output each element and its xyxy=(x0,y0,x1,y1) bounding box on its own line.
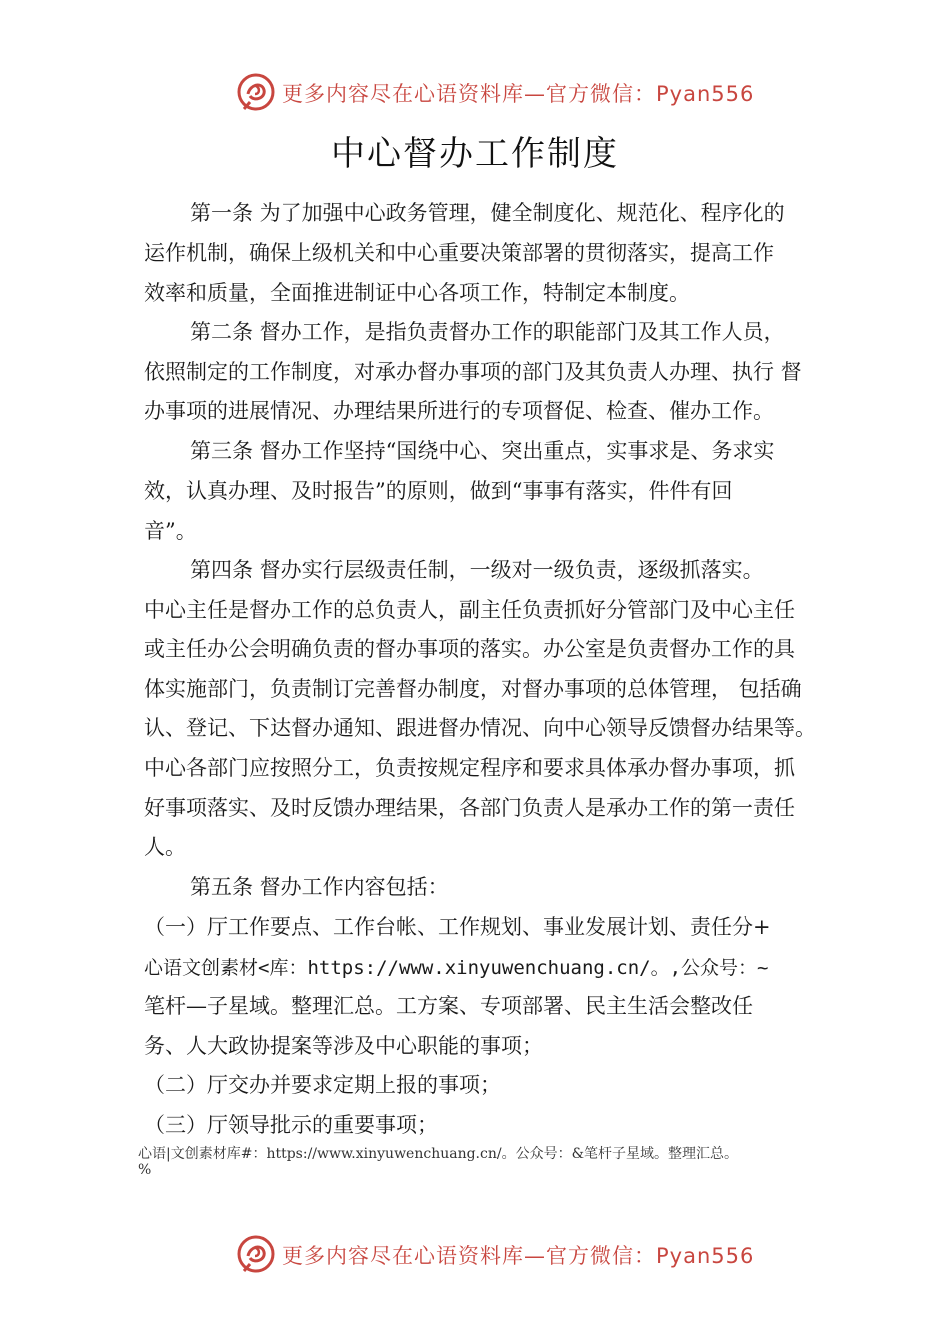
text-line: 音”。 xyxy=(144,519,197,543)
banner-text: 更多内容尽在心语资料库—官方微信：Pyan556 xyxy=(282,82,755,106)
text-line: 人。 xyxy=(144,835,186,859)
text-line: 办事项的进展情况、办理结果所进行的专项督促、检查、催办工作。 xyxy=(144,399,774,423)
text-line: 第三条 督办工作坚持“国绕中心、突出重点，实事求是、务求实 xyxy=(190,439,775,463)
text-line: 依照制定的工作制度，对承办督办事项的部门及其负责人办理、执行 督 xyxy=(144,360,802,384)
text-line: 第一条 为了加强中心政务管理，健全制度化、规范化、程序化的 xyxy=(190,201,785,225)
text-line: （一）厅工作要点、工作台帐、工作规划、事业发展计划、责任分+ xyxy=(144,915,771,939)
rose-logo-icon xyxy=(236,1234,276,1274)
footer-banner xyxy=(0,1232,950,1276)
text-line: 第五条 督办工作内容包括： xyxy=(190,875,449,899)
text-line: 运作机制，确保上级机关和中心重要决策部署的贯彻落实，提高工作 xyxy=(144,241,774,265)
text-line: 务、人大政协提案等涉及中心职能的事项； xyxy=(144,1034,543,1058)
text-line: （三）厅领导批示的重要事项； xyxy=(144,1113,438,1137)
footer-note: 心语|文创素材库#：https://www.xinyuwenchuang.cn/。公众号：&笔杆子星域。整理汇总。 xyxy=(138,1146,739,1162)
text-line: 效率和质量，全面推进制证中心各项工作，特制定本制度。 xyxy=(144,281,690,305)
text-line: 认、登记、下达督办通知、跟进督办情况、向中心领导反馈督办结果等。 xyxy=(144,716,816,740)
text-line: 效，认真办理、及时报告”的原则，做到“事事有落实，件件有回 xyxy=(144,479,733,503)
text-line: 或主任办公会明确负责的督办事项的落实。办公室是负责督办工作的具 xyxy=(144,637,795,661)
text-line: 中心主任是督办工作的总负责人，副主任负责抓好分管部门及中心主任 xyxy=(144,598,795,622)
footer-note-symbol: % xyxy=(138,1162,152,1178)
text-line: 第四条 督办实行层级责任制，一级对一级负责，逐级抓落实。 xyxy=(190,558,764,582)
text-line: 第二条 督办工作，是指负责督办工作的职能部门及其工作人员， xyxy=(190,320,785,344)
text-line: 中心各部门应按照分工，负责按规定程序和要求具体承办督办事项，抓 xyxy=(144,756,795,780)
text-line: 笔杆—子星域。整理汇总。工方案、专项部署、民主生活会整改任 xyxy=(144,994,753,1018)
rose-logo-icon xyxy=(236,72,276,112)
text-line: 体实施部门，负责制订完善督办制度，对督办事项的总体管理， 包括确 xyxy=(144,677,802,701)
text-line-watermark: 心语文创素材<库：https://www.xinyuwenchuang.cn/。,公众号：~ xyxy=(144,957,769,979)
header-banner xyxy=(0,70,950,114)
banner-text: 更多内容尽在心语资料库—官方微信：Pyan556 xyxy=(282,1244,755,1268)
text-line: 好事项落实、及时反馈办理结果，各部门负责人是承办工作的第一责任 xyxy=(144,796,795,820)
page-title: 中心督办工作制度 xyxy=(331,134,619,174)
text-line: （二）厅交办并要求定期上报的事项； xyxy=(144,1073,501,1097)
